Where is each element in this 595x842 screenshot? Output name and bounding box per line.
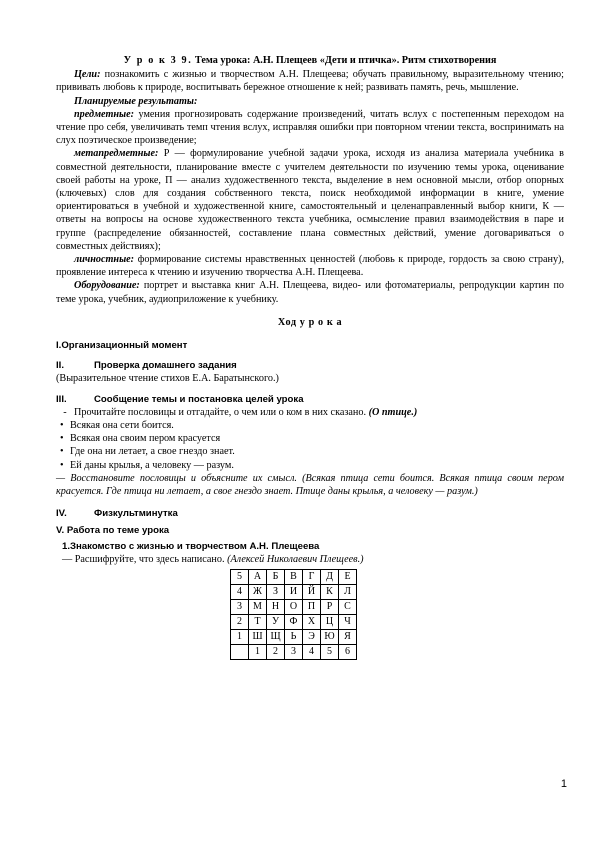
proverb-text: Где она ни летает, а свое гнездо знает. [70,446,235,458]
cipher-cell: В [285,570,303,585]
document-page [56,54,564,660]
proverb-item [56,459,564,472]
section-4-number: IV. [56,508,67,520]
section-3-followup: — Восстановите пословицы и объясните их смысл. (Всякая птица сети боится. Всякая птица своим пером красуется. Где птица ни летает, а свое гнездо знает. Птице даны крылья, а человеку — разум.) [56,472,564,498]
cipher-cell: О [285,600,303,615]
bullet-icon: • [60,446,64,458]
cipher-cell: 1 [249,645,267,660]
cipher-cell: Т [249,615,267,630]
cipher-cell: 5 [321,645,339,660]
section-1-title: I.Организационный момент [56,340,188,352]
section-5-heading [56,524,564,537]
cipher-cell: А [249,570,267,585]
page-number: 1 [560,778,567,790]
personal-results [56,253,564,279]
cipher-cell: Г [303,570,321,585]
proverb-text: Всякая она сети боится. [70,420,174,432]
cipher-cell: Н [267,600,285,615]
proverb-item [56,419,564,432]
equipment-label: Оборудование: [74,280,140,292]
section-3-heading [56,393,564,406]
section-2-title: Проверка домашнего задания [94,360,237,372]
cipher-cell: Б [267,570,285,585]
proverb-text: Ей даны крылья, а человеку — разум. [70,459,234,471]
section-5-title: V. Работа по теме урока [56,524,170,536]
cipher-row [231,600,357,615]
meta-results [56,147,564,253]
meta-text: Р — формулирование учебной задачи урока, исходя из анализа материала учебника в совместной деятельности, планирование вместе с учителем деятельности по изучению темы урока, оценивание своей работы на уроке, П — анализ художественного текста, выделение в нем основной мысли, отбор опорных (ключевых) слов для создания собственного текста, поиск необходимой информации в книге, умение ориентироваться в учебной и художественной книге, самостоятельный и целенаправленный выбор книги, К — ответы на вопросы на основе художественного текста учебника, осмысление правил взаимодействия в паре и группе (распределение обязанностей, составление плана совместных действий, умение договариваться о совместных действиях); [56,148,564,252]
cipher-cell [231,645,249,660]
cipher-cell: П [303,600,321,615]
section-4-title: Физкультминутка [94,508,178,520]
cipher-cell: Д [321,570,339,585]
section-1-heading [56,339,564,352]
subject-text: умения прогнозировать содержание произведений, читать вслух с постепенным переходом на чтение про себя, увеличивать темп чтения вслух, исправляя ошибки при повторном чтении текста, воспринимать на слух поэтическое произведение; [56,108,564,147]
lesson-title [56,54,564,67]
goals-text: познакомить с жизнью и творчеством А.Н. Плещеева; обучать правильному, выразительному чтению; прививать любовь к природе, воспитывать бережное отношение к ней; развивать память, речь, мышление. [56,69,564,94]
cipher-cell: У [267,615,285,630]
cipher-cell: Я [339,630,357,645]
cipher-cell: Ч [339,615,357,630]
equipment-paragraph [56,279,564,305]
section-5-1-heading: 1.Знакомство с жизнью и творчеством А.Н. Плещеева [62,540,320,552]
cipher-row [231,615,357,630]
proverb-text: Всякая она своим пером красуется [70,433,221,445]
cipher-cell: И [285,585,303,600]
section-2-note: (Выразительное чтение стихов Е.А. Баратынского.) [56,373,279,385]
cipher-row [231,630,357,645]
section-2-number: II. [56,360,64,372]
goals-paragraph [56,68,564,94]
cipher-cell: Й [303,585,321,600]
cipher-cell: Е [339,570,357,585]
cipher-cell: Э [303,630,321,645]
equipment-text: портрет и выставка книг А.Н. Плещеева, видео- или фотоматериалы, репродукции картин по теме урока, учебник, аудиоприложение к учебнику. [56,280,564,305]
cipher-cell: 4 [303,645,321,660]
section-2-heading [56,359,564,372]
cipher-row [231,645,357,660]
bullet-icon: • [60,420,64,432]
cipher-cell: Л [339,585,357,600]
section-3-answer: (О птице.) [368,406,418,418]
dash-marker: - [63,406,67,418]
cipher-cell: 2 [267,645,285,660]
cipher-cell: 4 [231,585,249,600]
cipher-cell: Ф [285,615,303,630]
cipher-cell: К [321,585,339,600]
cipher-cell: Ж [249,585,267,600]
goals-label: Цели: [74,69,101,81]
lesson-topic: Тема урока: А.Н. Плещеев «Дети и птичка». Ритм стихотворения [194,55,497,66]
section-5-task [56,553,564,566]
course-heading: Ход у р о к а [277,316,343,328]
cipher-cell: 2 [231,615,249,630]
cipher-cell: Ь [285,630,303,645]
subject-label: предметные: [74,108,135,120]
proverb-item [56,432,564,445]
cipher-cell: 1 [231,630,249,645]
personal-label: личностные: [74,254,135,266]
cipher-cell: Х [303,615,321,630]
section-3-number: III. [56,393,67,405]
cipher-cell: 5 [231,570,249,585]
cipher-cell: Ц [321,615,339,630]
section-4-heading [56,507,564,520]
section-3-task [56,406,564,419]
bullet-icon: • [60,433,64,445]
cipher-cell: 3 [285,645,303,660]
cipher-cell: З [267,585,285,600]
cipher-cell: С [339,600,357,615]
cipher-cell: Щ [267,630,285,645]
cipher-row [231,570,357,585]
subject-results [56,108,564,148]
cipher-cell: 6 [339,645,357,660]
cipher-cell: Ю [321,630,339,645]
cipher-cell: М [249,600,267,615]
cipher-cell: Ш [249,630,267,645]
lesson-number: У р о к 3 9. [123,55,193,66]
meta-label: метапредметные: [74,148,159,160]
cipher-table [230,569,357,660]
section-5-answer: (Алексей Николаевич Плещеев.) [227,553,364,565]
results-heading: Планируемые результаты: [74,95,198,107]
section-5-task-text: — Расшифруйте, что здесь написано. [62,553,225,565]
personal-text: формирование системы нравственных ценностей (любовь к природе, гордость за свою страну), проявление интереса к чтению и изучению творчества А.Н. Плещеева. [56,254,564,279]
bullet-icon: • [60,459,64,471]
proverb-item [56,445,564,458]
cipher-cell: Р [321,600,339,615]
cipher-row [231,585,357,600]
section-3-task-text: Прочитайте пословицы и отгадайте, о чем или о ком в них сказано. [74,406,367,418]
section-3-title: Сообщение темы и постановка целей урока [94,393,304,405]
cipher-cell: 3 [231,600,249,615]
